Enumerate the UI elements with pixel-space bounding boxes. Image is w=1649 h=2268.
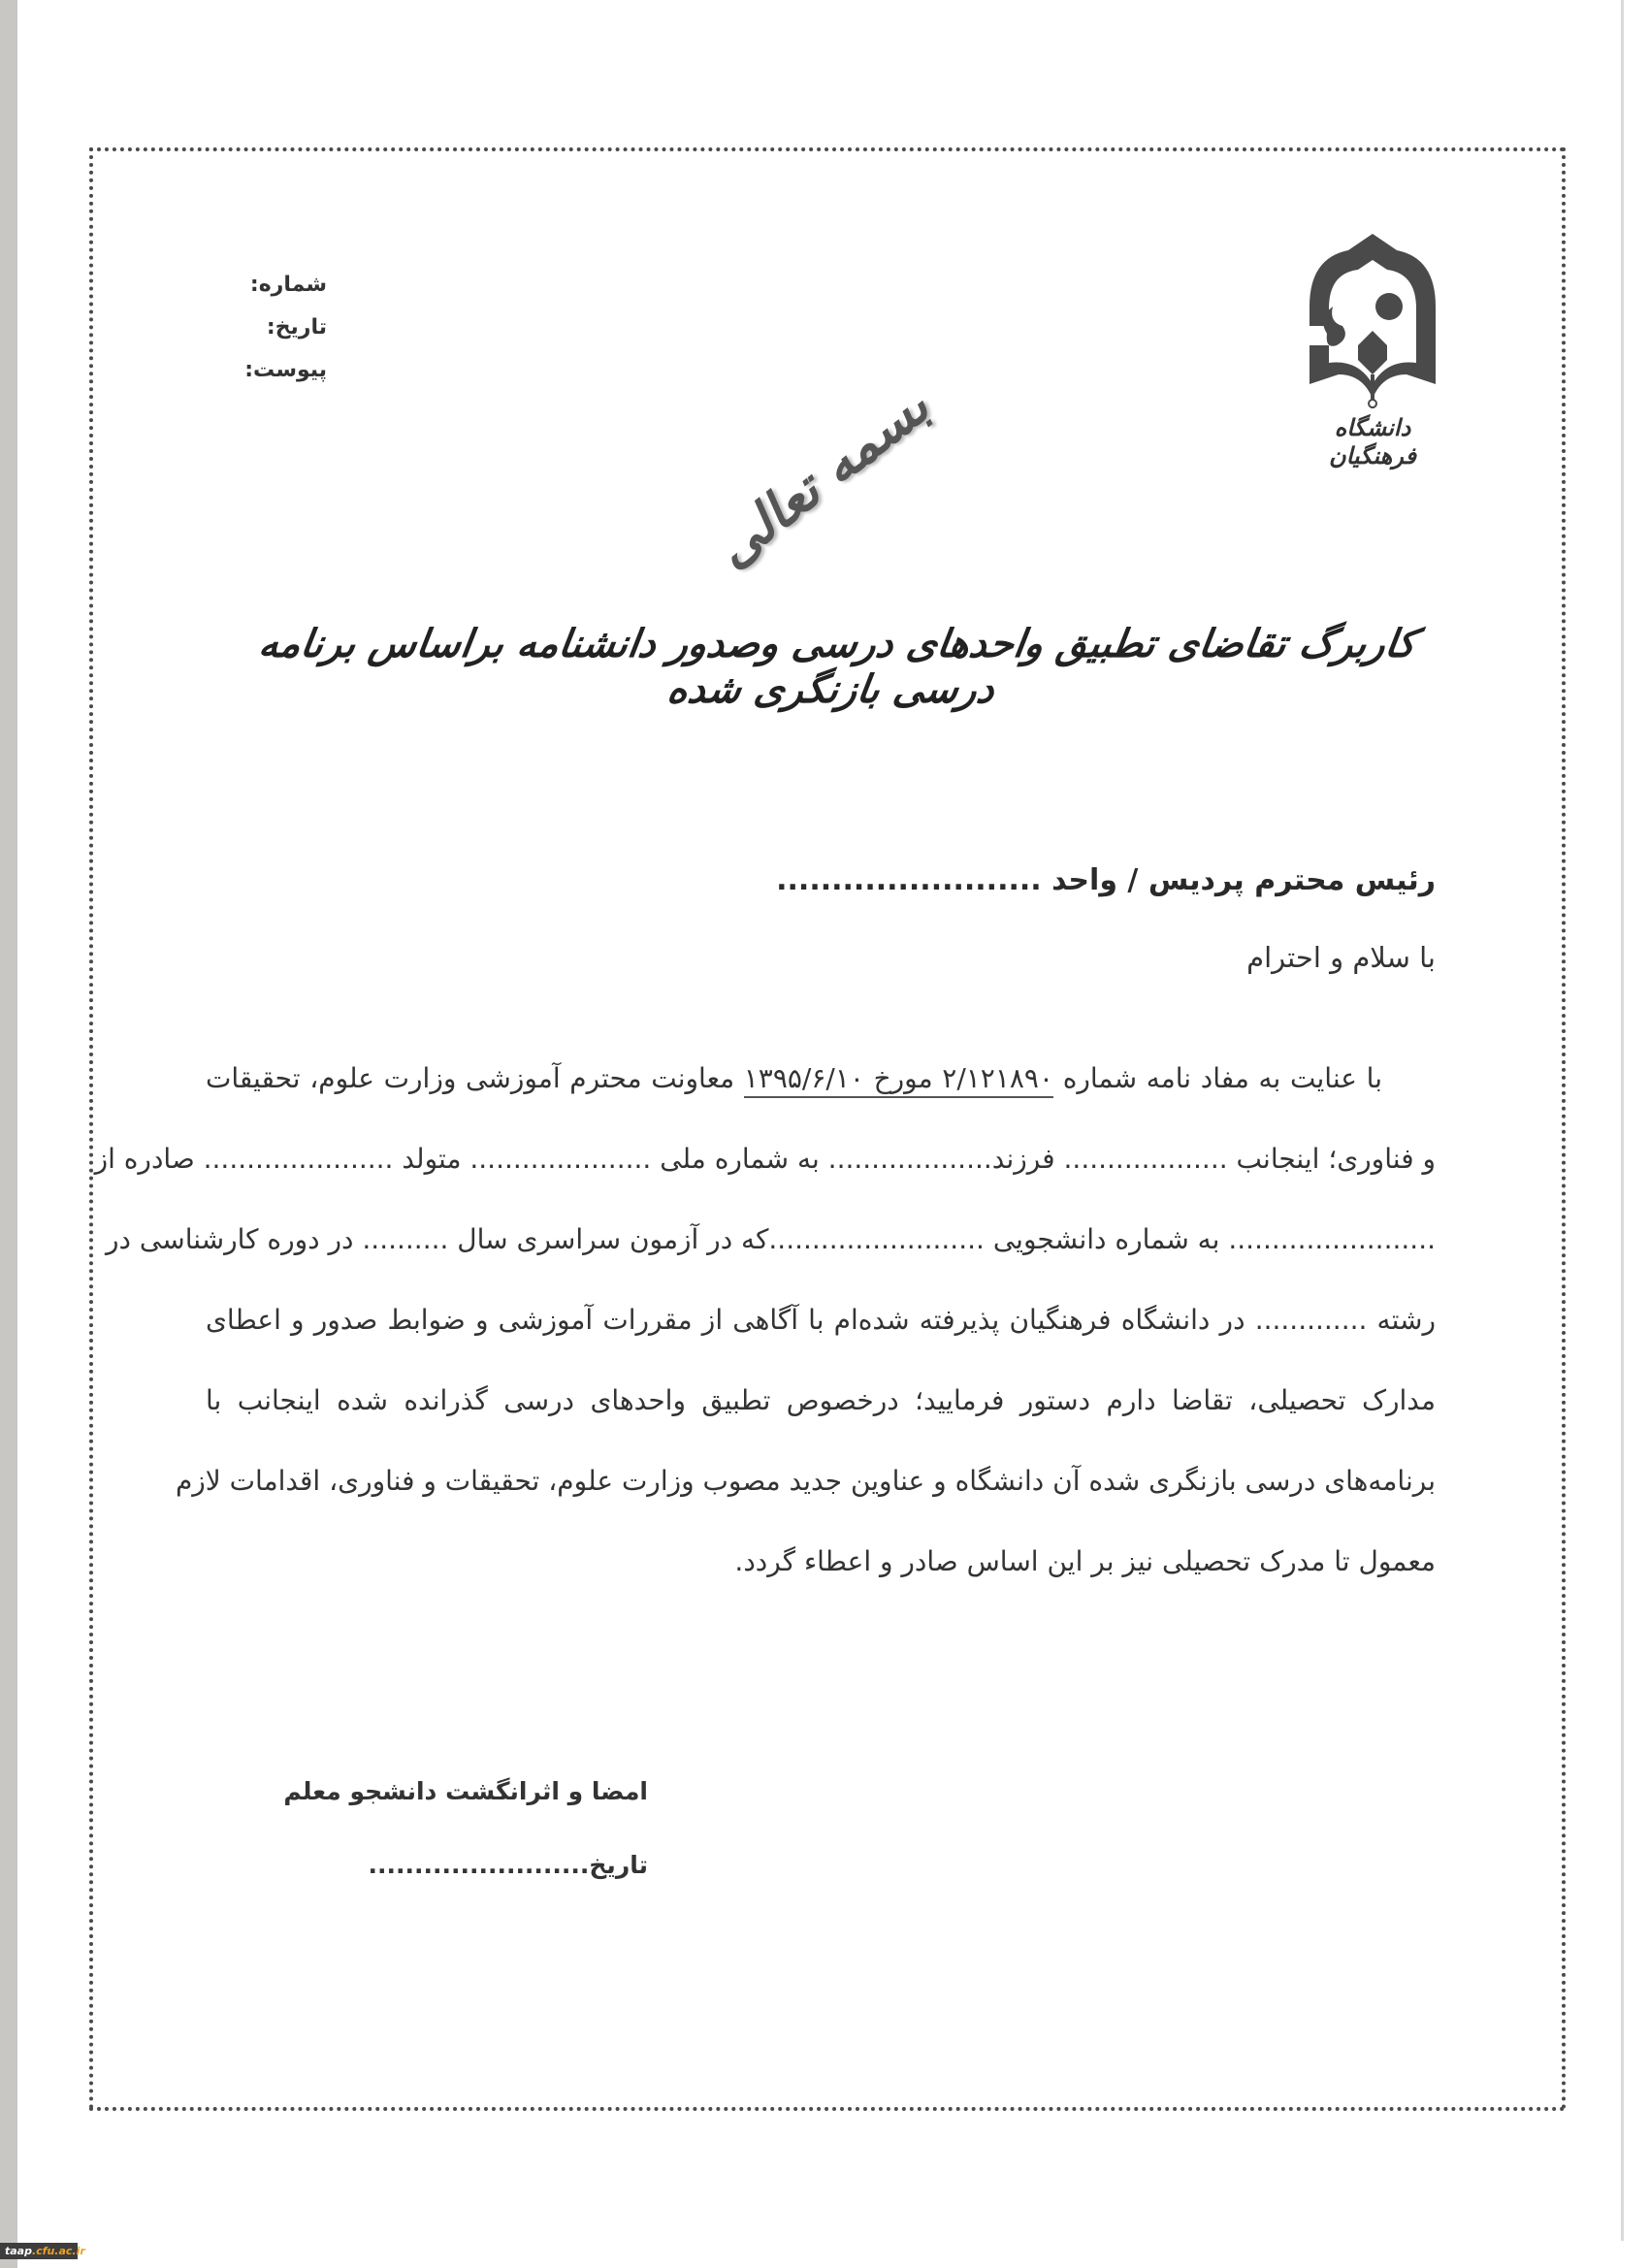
scan-edge-left xyxy=(0,0,17,2268)
addressee: رئیس محترم پردیس / واحد ........................ xyxy=(776,863,1436,897)
form-title: کاربرگ تقاضای تطبیق واحدهای درسی وصدور دانشنامه براساس برنامه درسی بازنگری شده xyxy=(255,621,1419,712)
watermark-part-1: taap xyxy=(5,2245,32,2257)
signature-date: تاریخ........................ xyxy=(368,1851,648,1879)
basmala-calligraphy xyxy=(702,373,946,580)
greeting: با سلام و احترام xyxy=(1246,941,1436,974)
body-line-3: ........................ به شماره دانشجویی .........................که در آزمون سراسری سال .......... در دوره کارشناسی در xyxy=(106,1223,1436,1255)
body-line-6: برنامه‌های درسی بازنگری شده آن دانشگاه و عناوین جدید مصوب وزارت علوم، تحقیقات و فناوری، اقدامات لازم xyxy=(175,1465,1436,1497)
letter-body xyxy=(94,1038,1436,1602)
body-line-1-end: معاونت محترم آموزشی وزارت علوم، تحقیقات xyxy=(206,1062,735,1094)
body-line-1 xyxy=(206,1038,1436,1118)
body-line-4: رشته ............. در دانشگاه فرهنگیان پذیرفته شده‌ام با آگاهی از مقررات آموزشی و ضوابط صدور و اعطای xyxy=(206,1304,1436,1336)
body-line-1-start: با عنایت به مفاد نامه شماره xyxy=(1062,1062,1382,1094)
body-line-2: و فناوری؛ اینجانب ................... فرزند................... به شماره ملی ..................... متولد ...................... صادره از xyxy=(94,1143,1436,1175)
scan-edge-right xyxy=(1621,0,1624,2241)
attachment-label: پیوست: xyxy=(244,358,327,382)
letter-reference: ۲/۱۲۱۸۹۰ مورخ ۱۳۹۵/۶/۱۰ xyxy=(744,1062,1053,1098)
letter-meta xyxy=(244,264,327,392)
basmala-text: بسمه تعالی xyxy=(702,373,941,580)
watermark-part-2: .cfu.ac.ir xyxy=(31,2245,85,2257)
university-logo xyxy=(1290,229,1455,470)
date-label: تاریخ: xyxy=(266,315,327,340)
logo-text: دانشگاه فرهنگیان xyxy=(1328,413,1417,470)
number-label: شماره: xyxy=(249,273,327,297)
signature-label: امضا و اثرانگشت دانشجو معلم xyxy=(283,1777,648,1805)
logo-emblem-icon xyxy=(1290,229,1455,428)
body-line-5: مدارک تحصیلی، تقاضا دارم دستور فرمایید؛ درخصوص تطبیق واحدهای درسی گذرانده شده اینجانب با xyxy=(206,1384,1436,1416)
site-watermark xyxy=(0,2243,85,2259)
body-line-7: معمول تا مدرک تحصیلی نیز بر این اساس صادر و اعطاء گردد. xyxy=(734,1545,1436,1577)
